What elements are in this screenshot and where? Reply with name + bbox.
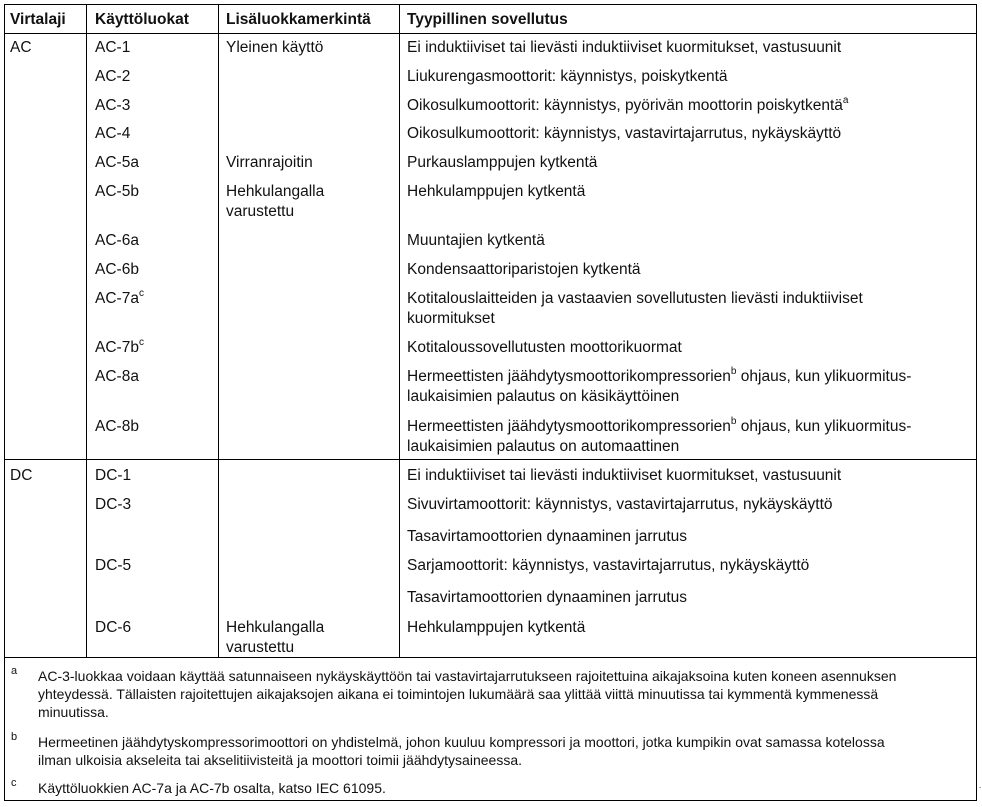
header-tyypillinen-sovellutus: Tyypillinen sovellutus [407,11,568,28]
application-cell: Oikosulkumoottorit: käynnistys, vastavirtajarrutus, nykäyskäyttö [407,125,842,142]
category-cell: DC-3 [95,496,132,513]
category-cell: AC-2 [95,68,131,85]
footnote-ref: c [138,287,144,299]
application-cell [407,367,911,386]
marking-cell: varustettu [226,203,295,220]
footnote-text: ilman ulkoisia akseleita tai akselitiivisteitä ja moottori toimii jäähdytysaineessa. [38,752,522,768]
footnote-mark: c [11,777,17,789]
category-text: AC-7a [95,290,139,307]
application-cell [407,417,911,436]
application-cell: Ei induktiiviset tai lievästi induktiiviset kuormitukset, vastusuunit [407,467,842,484]
stray-mark: . [979,781,982,790]
footnote-ref: a [842,94,849,106]
category-cell: AC-6a [95,232,139,249]
category-cell: AC-4 [95,125,131,142]
category-cell: AC-5b [95,183,139,200]
current-type-ac: AC [10,39,32,56]
application-text: ohjaus, kun ylikuormitus- [736,368,912,385]
application-cell: Kotitaloussovellutusten moottorikuormat [407,339,682,356]
footnote-text: AC-3-luokkaa voidaan käyttää satunnaiseen nykäyskäyttöön tai vastavirtajarrutukseen rajoitettuina aikajaksoina kuten koneen asennuksen [38,668,897,684]
application-cell: Hehkulamppujen kytkentä [407,619,586,636]
application-cell: Tasavirtamoottorien dynaaminen jarrutus [407,589,687,606]
marking-cell: Yleinen käyttö [226,39,324,56]
application-cell: Purkauslamppujen kytkentä [407,154,598,171]
category-cell: DC-1 [95,467,132,484]
footnote-text: minuutissa. [38,704,109,720]
application-cell: laukaisimien palautus on käsikäyttöinen [407,388,680,405]
application-cell: Tasavirtamoottorien dynaaminen jarrutus [407,528,687,545]
category-cell: AC-3 [95,97,131,114]
application-cell: laukaisimien palautus on automaattinen [407,438,680,455]
column-divider [86,5,87,657]
footnote-separator [5,657,976,658]
marking-cell: Hehkulangalla [226,619,325,636]
category-text: AC-7b [95,339,139,356]
category-cell: AC-8a [95,368,139,385]
marking-cell: Virranrajoitin [226,154,313,171]
category-cell: DC-6 [95,619,132,636]
footnote-ref: c [138,336,144,348]
footnote-text: Käyttöluokkien AC-7a ja AC-7b osalta, katso IEC 61095. [38,780,386,796]
column-divider [399,5,400,657]
application-cell [407,96,848,115]
category-cell: AC-1 [95,39,131,56]
application-cell: Kondensaattoriparistojen kytkentä [407,261,641,278]
application-cell: Kotitalouslaitteiden ja vastaavien sovellutusten lievästi induktiiviset [407,290,863,307]
footnote-ref: b [730,415,737,427]
application-text: Hermeettisten jäähdytysmoottorikompressorien [407,418,731,435]
application-cell: Sarjamoottorit: käynnistys, vastavirtajarrutus, nykäyskäyttö [407,557,810,574]
footnote-mark: a [11,665,18,677]
category-cell: AC-8b [95,418,139,435]
header-separator [5,33,976,34]
marking-cell: varustettu [226,639,295,656]
header-kayttoluokat: Käyttöluokat [95,11,189,28]
application-cell: Liukurengasmoottorit: käynnistys, poiskytkentä [407,68,728,85]
application-cell: Ei induktiiviset tai lievästi induktiiviset kuormitukset, vastusuunit [407,39,842,56]
category-cell [95,289,144,308]
application-cell: Hehkulamppujen kytkentä [407,183,586,200]
current-type-dc: DC [10,467,33,484]
marking-cell: Hehkulangalla [226,183,325,200]
application-text: Oikosulkumoottorit: käynnistys, pyörivän moottorin poiskytkentä [407,97,843,114]
category-cell: AC-5a [95,154,139,171]
application-text: Hermeettisten jäähdytysmoottorikompressorien [407,368,731,385]
header-virtalaji: Virtalaji [10,11,66,28]
footnote-text: Hermeetinen jäähdytyskompressorimoottori on yhdistelmä, johon kuuluu kompressori ja moottori, jotka kumpikin ovat samassa kotelossa [38,734,885,750]
group-separator [5,459,976,460]
category-cell: AC-6b [95,261,139,278]
application-cell: Sivuvirtamoottorit: käynnistys, vastavirtajarrutus, nykäyskäyttö [407,496,833,513]
application-cell: kuormitukset [407,310,495,327]
footnote-ref: b [730,365,737,377]
header-lisaluokkamerkinta: Lisäluokkamerkintä [226,11,371,28]
footnote-mark: b [11,731,18,743]
footnote-text: yhteydessä. Tällaisten rajoitettujen aikajaksojen aikana ei toimintojen lukumäärä saa ylittää viittä minuutissa tai kymmentä kymmenessä [38,686,879,702]
application-cell: Muuntajien kytkentä [407,232,545,249]
application-text: ohjaus, kun ylikuormitus- [736,418,912,435]
category-cell [95,338,144,357]
category-cell: DC-5 [95,557,132,574]
column-divider [218,5,219,657]
